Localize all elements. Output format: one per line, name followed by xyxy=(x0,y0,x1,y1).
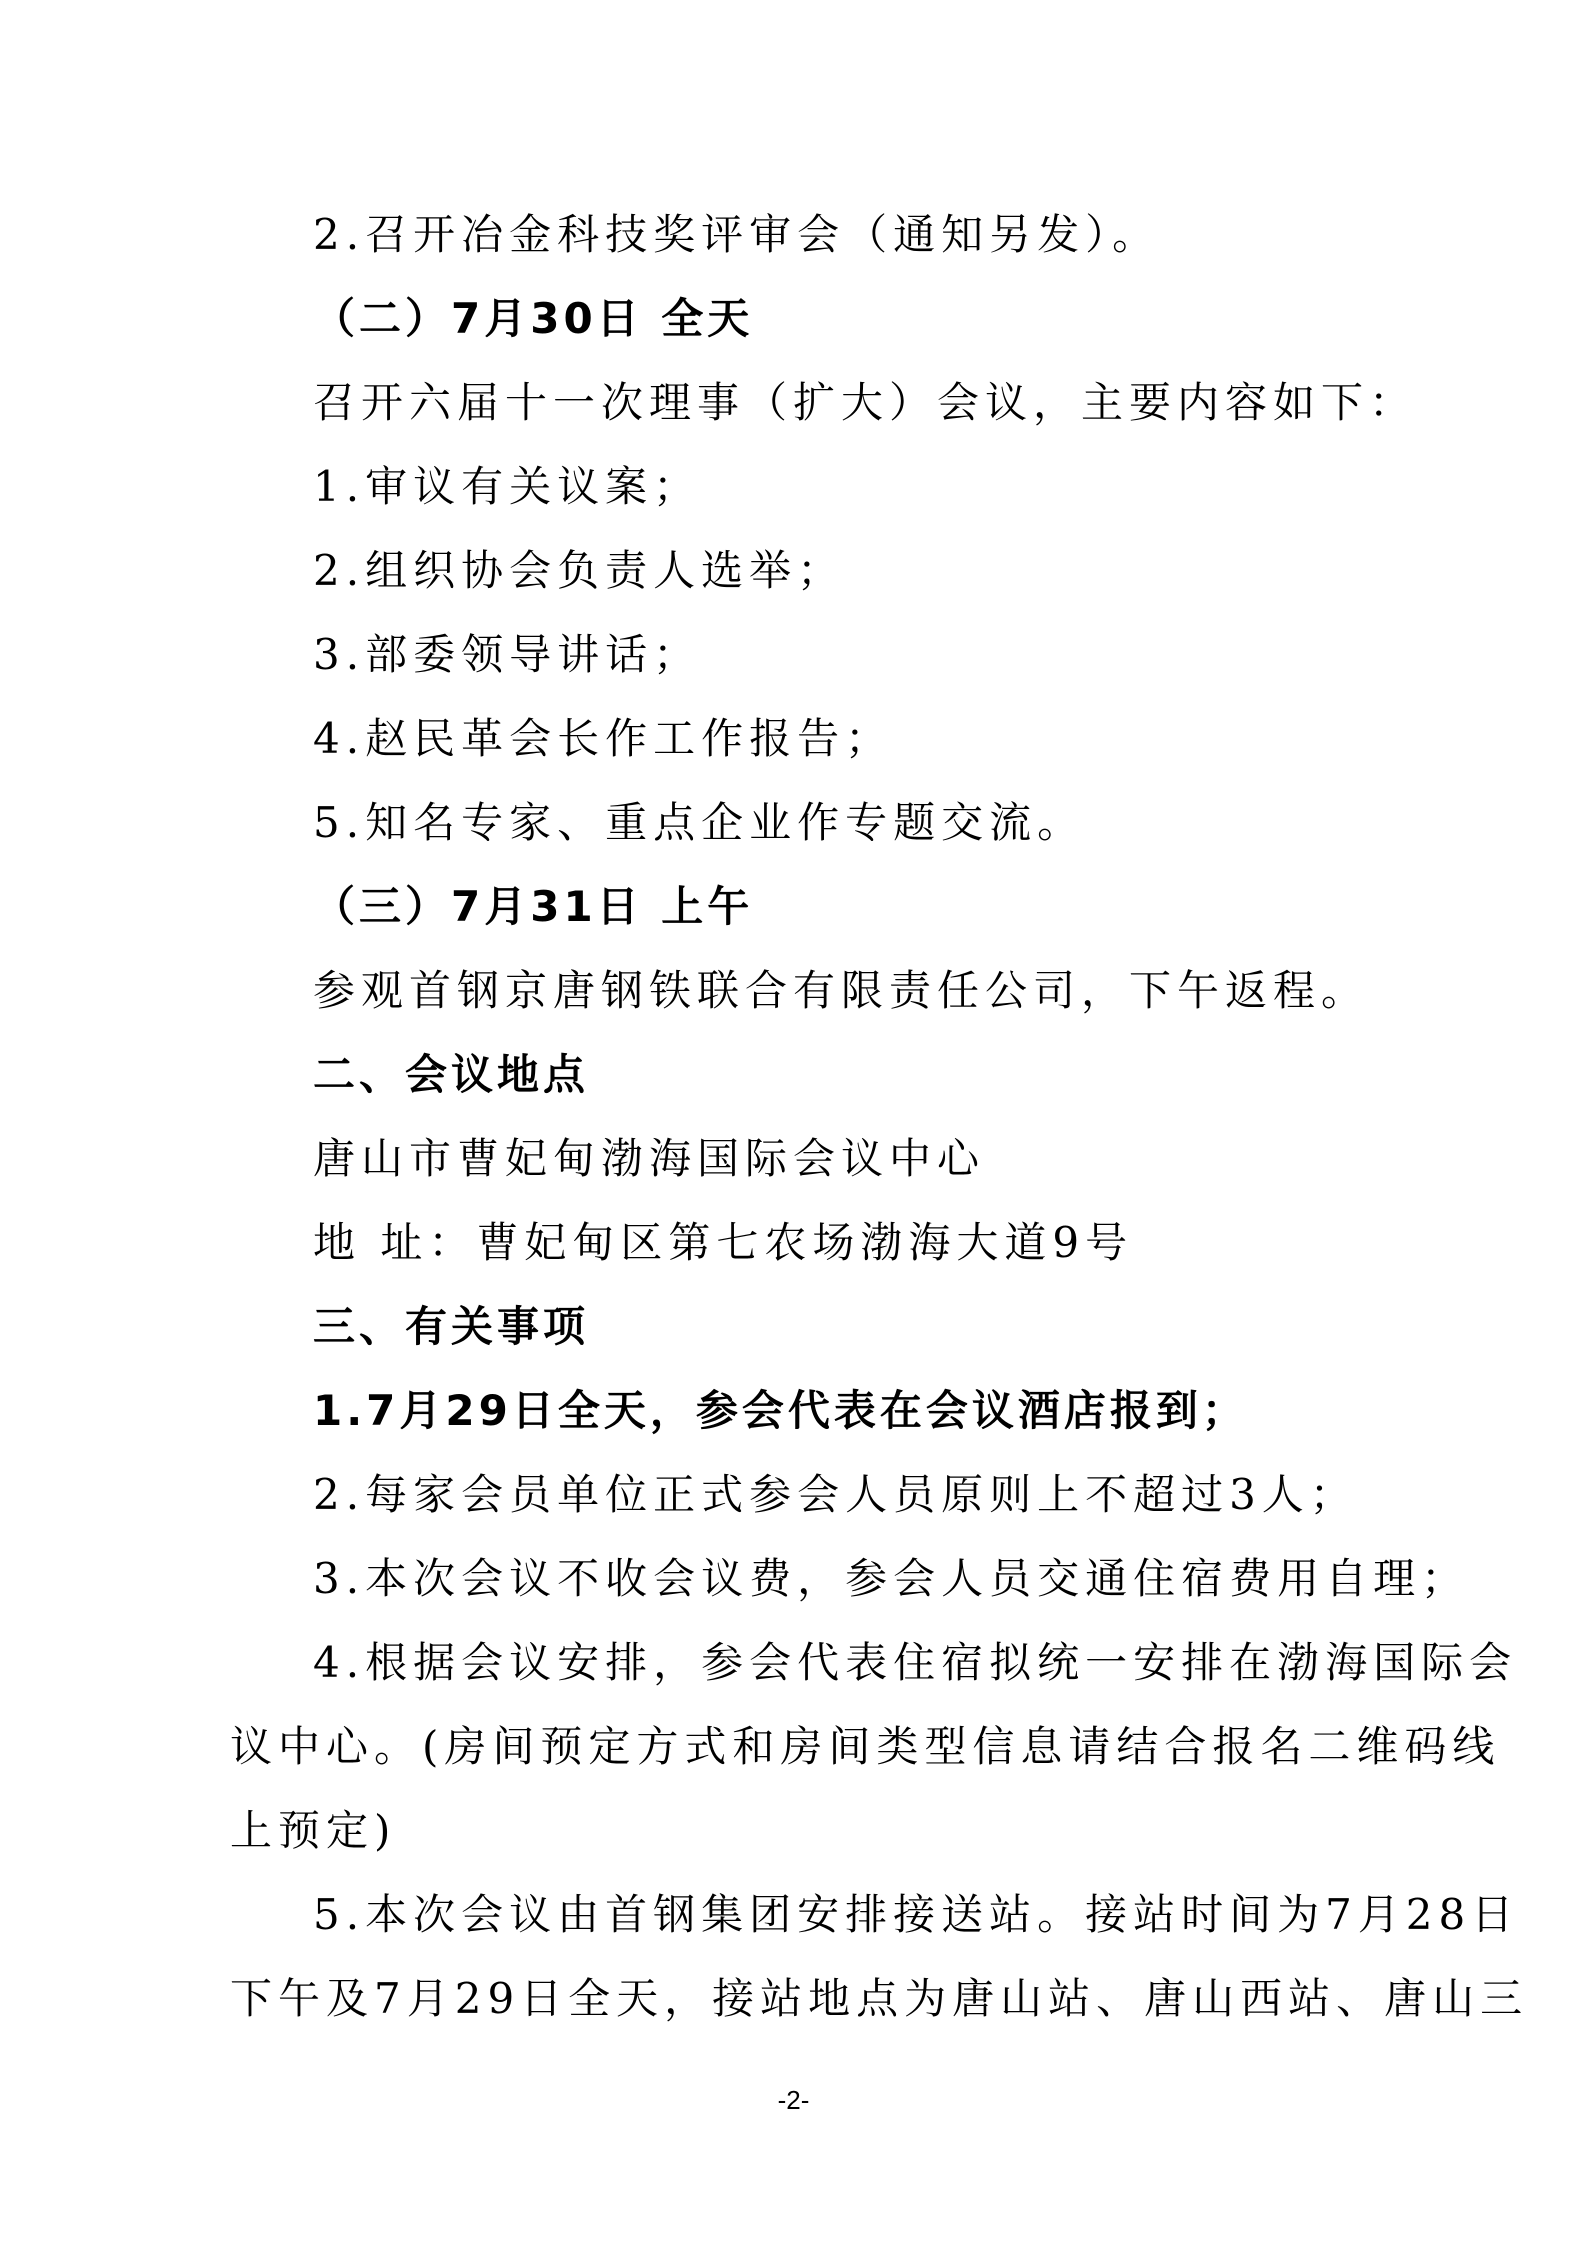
agenda-item-5: 5.知名专家、重点企业作专题交流。 xyxy=(313,798,1086,847)
matter-item-5-line-2: 下午及7月29日全天，接站地点为唐山站、唐山西站、唐山三 xyxy=(230,1974,1529,2023)
section-july-30: （二）7月30日 全天 xyxy=(313,294,754,343)
agenda-item-1: 1.审议有关议案； xyxy=(313,462,702,511)
council-meeting-intro: 召开六届十一次理事（扩大）会议，主要内容如下： xyxy=(313,378,1418,427)
matter-item-2: 2.每家会员单位正式参会人员原则上不超过3人； xyxy=(313,1470,1358,1519)
section-july-31: （三）7月31日 上午 xyxy=(313,882,754,931)
matter-item-4-line-2: 议中心。(房间预定方式和房间类型信息请结合报名二维码线 xyxy=(230,1722,1501,1771)
heading-meeting-location: 二、会议地点 xyxy=(313,1050,590,1099)
matter-item-5-line-1: 5.本次会议由首钢集团安排接送站。接站时间为7月28日 xyxy=(313,1890,1520,1939)
item-tech-award-review: 2.召开冶金科技奖评审会（通知另发）。 xyxy=(313,210,1161,259)
venue-name: 唐山市曹妃甸渤海国际会议中心 xyxy=(313,1134,986,1183)
matter-item-3: 3.本次会议不收会议费，参会人员交通住宿费用自理； xyxy=(313,1554,1470,1603)
matter-item-4-line-3: 上预定) xyxy=(230,1806,397,1855)
page-number: -2- xyxy=(777,2085,810,2115)
venue-address: 地 址：曹妃甸区第七农场渤海大道9号 xyxy=(313,1218,1134,1267)
agenda-item-3: 3.部委领导讲话； xyxy=(313,630,702,679)
agenda-item-2: 2.组织协会负责人选举； xyxy=(313,546,846,595)
matter-item-1: 1.7月29日全天，参会代表在会议酒店报到； xyxy=(313,1386,1248,1435)
heading-related-matters: 三、有关事项 xyxy=(313,1302,590,1351)
site-visit-text: 参观首钢京唐钢铁联合有限责任公司，下午返程。 xyxy=(313,966,1370,1015)
matter-item-4-line-1: 4.根据会议安排，参会代表住宿拟统一安排在渤海国际会 xyxy=(313,1638,1518,1687)
agenda-item-4: 4.赵民革会长作工作报告； xyxy=(313,714,894,763)
